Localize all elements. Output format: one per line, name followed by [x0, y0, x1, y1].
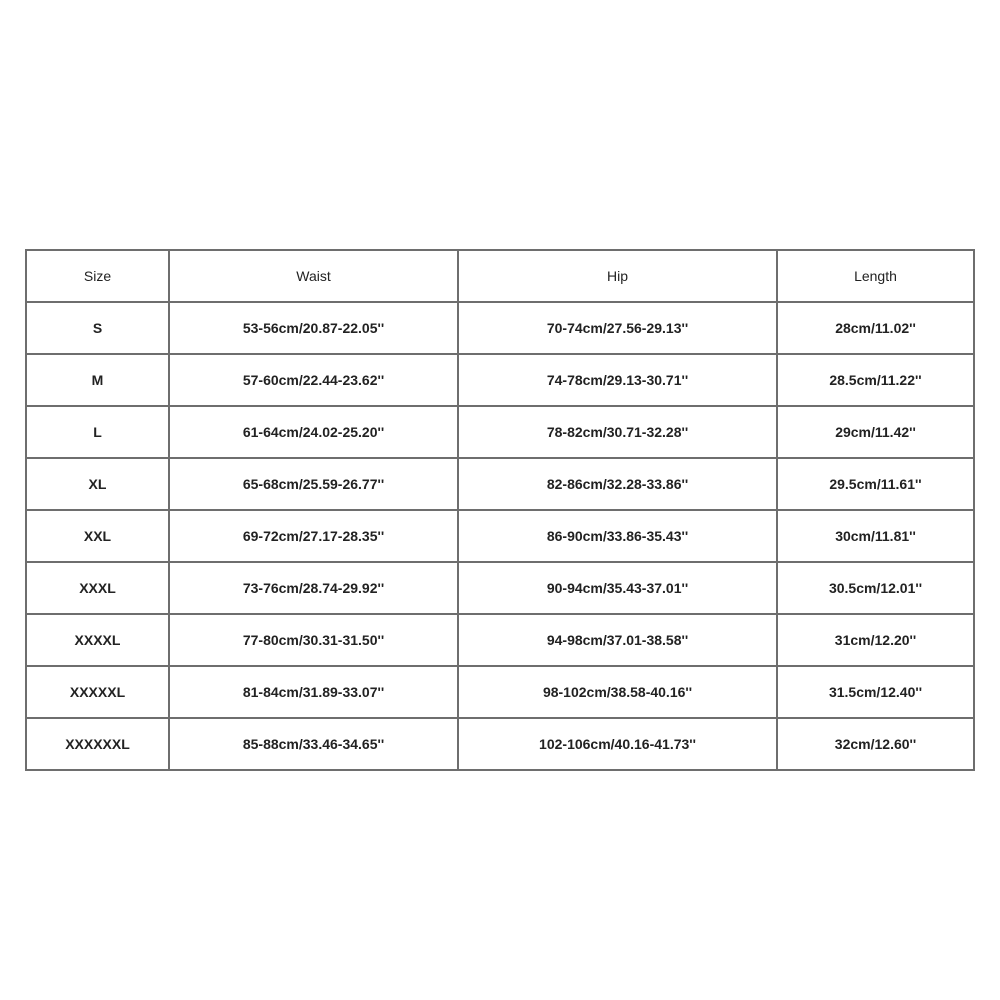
table-row	[26, 562, 974, 614]
table-row	[26, 458, 974, 510]
cell-hip: 78-82cm/30.71-32.28''	[458, 406, 777, 458]
cell-length: 29cm/11.42''	[777, 406, 974, 458]
cell-waist: 53-56cm/20.87-22.05''	[169, 302, 458, 354]
cell-length: 30cm/11.81''	[777, 510, 974, 562]
cell-size: XL	[26, 458, 169, 510]
cell-hip: 102-106cm/40.16-41.73''	[458, 718, 777, 770]
cell-waist: 69-72cm/27.17-28.35''	[169, 510, 458, 562]
cell-size: XXXXXL	[26, 666, 169, 718]
cell-hip: 74-78cm/29.13-30.71''	[458, 354, 777, 406]
cell-waist: 61-64cm/24.02-25.20''	[169, 406, 458, 458]
cell-length: 31.5cm/12.40''	[777, 666, 974, 718]
table-row	[26, 614, 974, 666]
table-row	[26, 406, 974, 458]
cell-size: XXL	[26, 510, 169, 562]
cell-length: 30.5cm/12.01''	[777, 562, 974, 614]
cell-waist: 65-68cm/25.59-26.77''	[169, 458, 458, 510]
size-chart-table	[25, 249, 975, 771]
cell-waist: 81-84cm/31.89-33.07''	[169, 666, 458, 718]
table-row	[26, 510, 974, 562]
cell-size: XXXXL	[26, 614, 169, 666]
cell-length: 32cm/12.60''	[777, 718, 974, 770]
cell-size: XXXXXXL	[26, 718, 169, 770]
cell-length: 29.5cm/11.61''	[777, 458, 974, 510]
cell-size: L	[26, 406, 169, 458]
cell-hip: 94-98cm/37.01-38.58''	[458, 614, 777, 666]
cell-size: S	[26, 302, 169, 354]
cell-hip: 82-86cm/32.28-33.86''	[458, 458, 777, 510]
cell-waist: 73-76cm/28.74-29.92''	[169, 562, 458, 614]
cell-size: XXXL	[26, 562, 169, 614]
header-hip: Hip	[458, 250, 777, 302]
cell-hip: 98-102cm/38.58-40.16''	[458, 666, 777, 718]
table-row	[26, 666, 974, 718]
cell-length: 28cm/11.02''	[777, 302, 974, 354]
cell-size: M	[26, 354, 169, 406]
table-row	[26, 354, 974, 406]
table-row	[26, 718, 974, 770]
cell-hip: 70-74cm/27.56-29.13''	[458, 302, 777, 354]
header-length: Length	[777, 250, 974, 302]
header-waist: Waist	[169, 250, 458, 302]
cell-hip: 86-90cm/33.86-35.43''	[458, 510, 777, 562]
table-header-row	[26, 250, 974, 302]
cell-waist: 57-60cm/22.44-23.62''	[169, 354, 458, 406]
cell-waist: 85-88cm/33.46-34.65''	[169, 718, 458, 770]
cell-waist: 77-80cm/30.31-31.50''	[169, 614, 458, 666]
cell-hip: 90-94cm/35.43-37.01''	[458, 562, 777, 614]
header-size: Size	[26, 250, 169, 302]
table-row	[26, 302, 974, 354]
cell-length: 28.5cm/11.22''	[777, 354, 974, 406]
cell-length: 31cm/12.20''	[777, 614, 974, 666]
